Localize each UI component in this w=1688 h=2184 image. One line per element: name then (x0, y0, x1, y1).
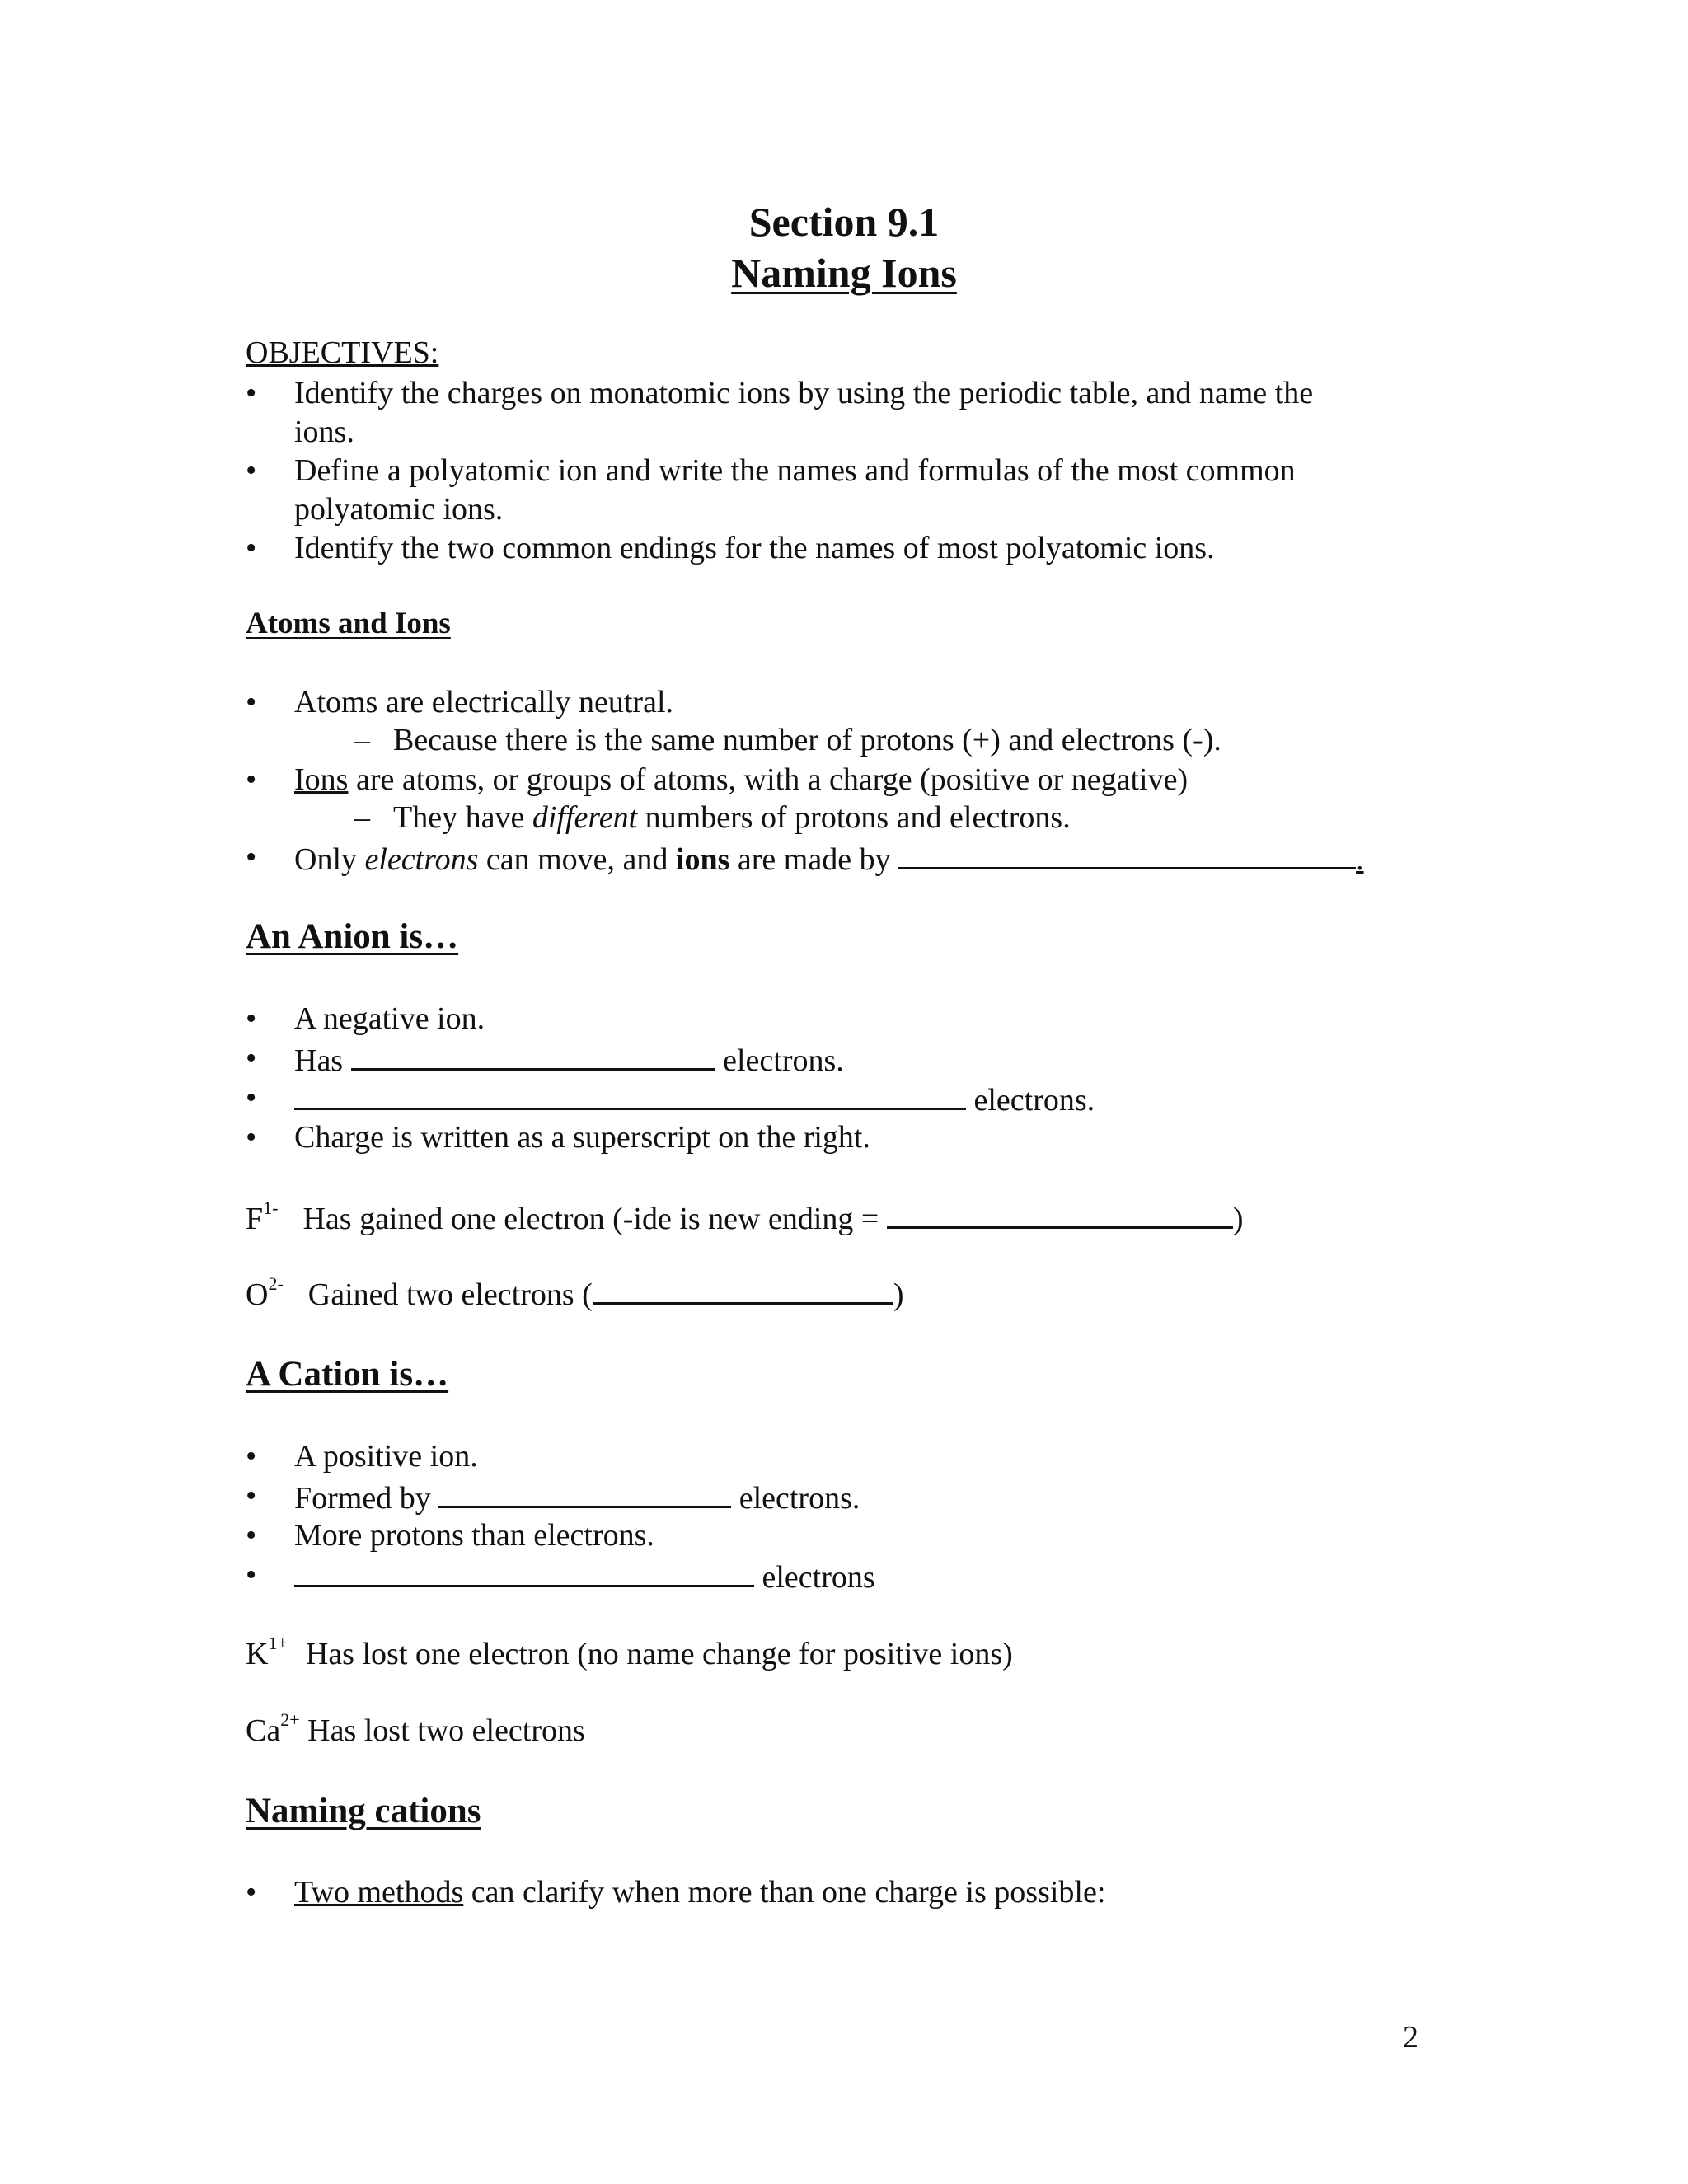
bullet-dot: • (246, 1439, 257, 1474)
anion-heading: An Anion is… (246, 917, 459, 956)
cation-blank-electrons (294, 1555, 875, 1597)
bullet-dot: • (246, 1875, 257, 1910)
text-span: Has gained one electron (-ide is new ending = (302, 1202, 887, 1236)
ions-definition (294, 760, 1188, 799)
bullet-dot: • (246, 376, 257, 410)
title-block (0, 196, 1688, 298)
element-symbol: O (246, 1277, 269, 1312)
ions-definition-text: are atoms, or groups of atoms, with a charge (positive or negative) (348, 762, 1189, 797)
objective-1-line2: ions. (294, 415, 354, 449)
text-span: Only (294, 842, 365, 877)
text-span: . (1356, 842, 1364, 877)
charge-superscript: 1- (263, 1197, 279, 1218)
text-span: Formed by (294, 1481, 439, 1516)
bullet-dot: • (246, 531, 257, 565)
fill-in-blank[interactable] (887, 1197, 1233, 1229)
fill-in-blank[interactable] (351, 1038, 715, 1071)
text-span: numbers of protons and electrons. (637, 800, 1071, 835)
bullet-dot: • (246, 1120, 257, 1155)
cation-more-protons: More protons than electrons. (294, 1518, 654, 1553)
text-span: ) (1232, 1202, 1244, 1236)
fill-in-blank[interactable] (438, 1476, 731, 1508)
oxide-example (246, 1272, 903, 1315)
ions-term: Ions (294, 762, 349, 797)
objective-2-line1: Define a polyatomic ion and write the names and formulas of the most common (294, 453, 1296, 488)
element-symbol: K (246, 1637, 269, 1671)
text-span: electrons. (731, 1481, 860, 1516)
objective-1-line1: Identify the charges on monatomic ions by using the periodic table, and name the (294, 376, 1314, 410)
text-span: can clarify when more than one charge is possible: (463, 1875, 1106, 1910)
charge-superscript: 2- (268, 1273, 284, 1294)
anion-negative-text: A negative ion. (294, 1001, 485, 1036)
objective-2-line2: polyatomic ions. (294, 492, 504, 527)
text-span: Gained two electrons ( (307, 1277, 593, 1312)
emphasis-different: different (532, 800, 638, 835)
emphasis-electrons: electrons (364, 842, 479, 877)
anion-superscript-text: Charge is written as a superscript on the right. (294, 1120, 870, 1155)
element-symbol: Ca (246, 1713, 281, 1748)
ions-different-text (393, 798, 1071, 837)
bullet-dot: • (246, 1558, 257, 1592)
calcium-example (246, 1711, 585, 1750)
objectives-heading: OBJECTIVES: (246, 335, 439, 370)
fill-in-blank[interactable] (898, 837, 1356, 869)
bullet-dot: • (246, 1001, 257, 1036)
bullet-dot: • (246, 762, 257, 797)
atoms-ions-heading: Atoms and Ions (246, 607, 451, 640)
charge-superscript: 1+ (268, 1633, 288, 1653)
fill-in-blank[interactable] (593, 1272, 893, 1305)
text-span: ) (893, 1277, 904, 1312)
strong-ions: ions (675, 842, 730, 877)
bullet-dot: • (246, 1041, 257, 1076)
page-number: 2 (1403, 2020, 1418, 2055)
anion-blank-electrons (294, 1078, 1095, 1120)
bullet-dot: • (246, 453, 257, 488)
sub-bullet-dash: – (354, 723, 370, 757)
fluoride-example (246, 1197, 1244, 1239)
atoms-neutral-reason: Because there is the same number of protons (+) and electrons (-). (393, 723, 1221, 757)
bullet-dot: • (246, 840, 257, 874)
anion-has-electrons (294, 1038, 844, 1080)
charge-superscript: 2+ (280, 1709, 300, 1730)
cation-positive-text: A positive ion. (294, 1439, 478, 1474)
potassium-example (246, 1634, 1013, 1674)
element-symbol: F (246, 1202, 264, 1236)
atoms-neutral-text: Atoms are electrically neutral. (294, 685, 674, 719)
bullet-dot: • (246, 1479, 257, 1513)
text-span: are made by (729, 842, 899, 877)
text-span: Has lost one electron (no name change for positive ions) (305, 1637, 1013, 1671)
page-title: Naming Ions (731, 250, 957, 296)
fill-in-blank[interactable] (294, 1078, 966, 1110)
cation-formed-by (294, 1476, 860, 1518)
text-span: Has lost two electrons (299, 1713, 585, 1748)
cation-heading: A Cation is… (246, 1355, 449, 1394)
section-number: Section 9.1 (748, 199, 940, 245)
text-span: electrons (754, 1560, 875, 1595)
bullet-dot: • (246, 1518, 257, 1553)
fill-in-blank[interactable] (294, 1555, 754, 1587)
text-span: electrons. (966, 1083, 1095, 1118)
bullet-dot: • (246, 1080, 257, 1115)
two-methods-text (294, 1872, 1105, 1912)
text-span: electrons. (715, 1043, 844, 1078)
text-span: They have (393, 800, 532, 835)
two-methods-term: Two methods (294, 1875, 464, 1910)
sub-bullet-dash: – (354, 800, 370, 835)
text-span: Has (294, 1043, 351, 1078)
electrons-move-text (294, 837, 1364, 879)
objective-3-line1: Identify the two common endings for the names of most polyatomic ions. (294, 531, 1215, 565)
text-span: can move, and (478, 842, 676, 877)
naming-cations-heading: Naming cations (246, 1792, 481, 1830)
bullet-dot: • (246, 685, 257, 719)
